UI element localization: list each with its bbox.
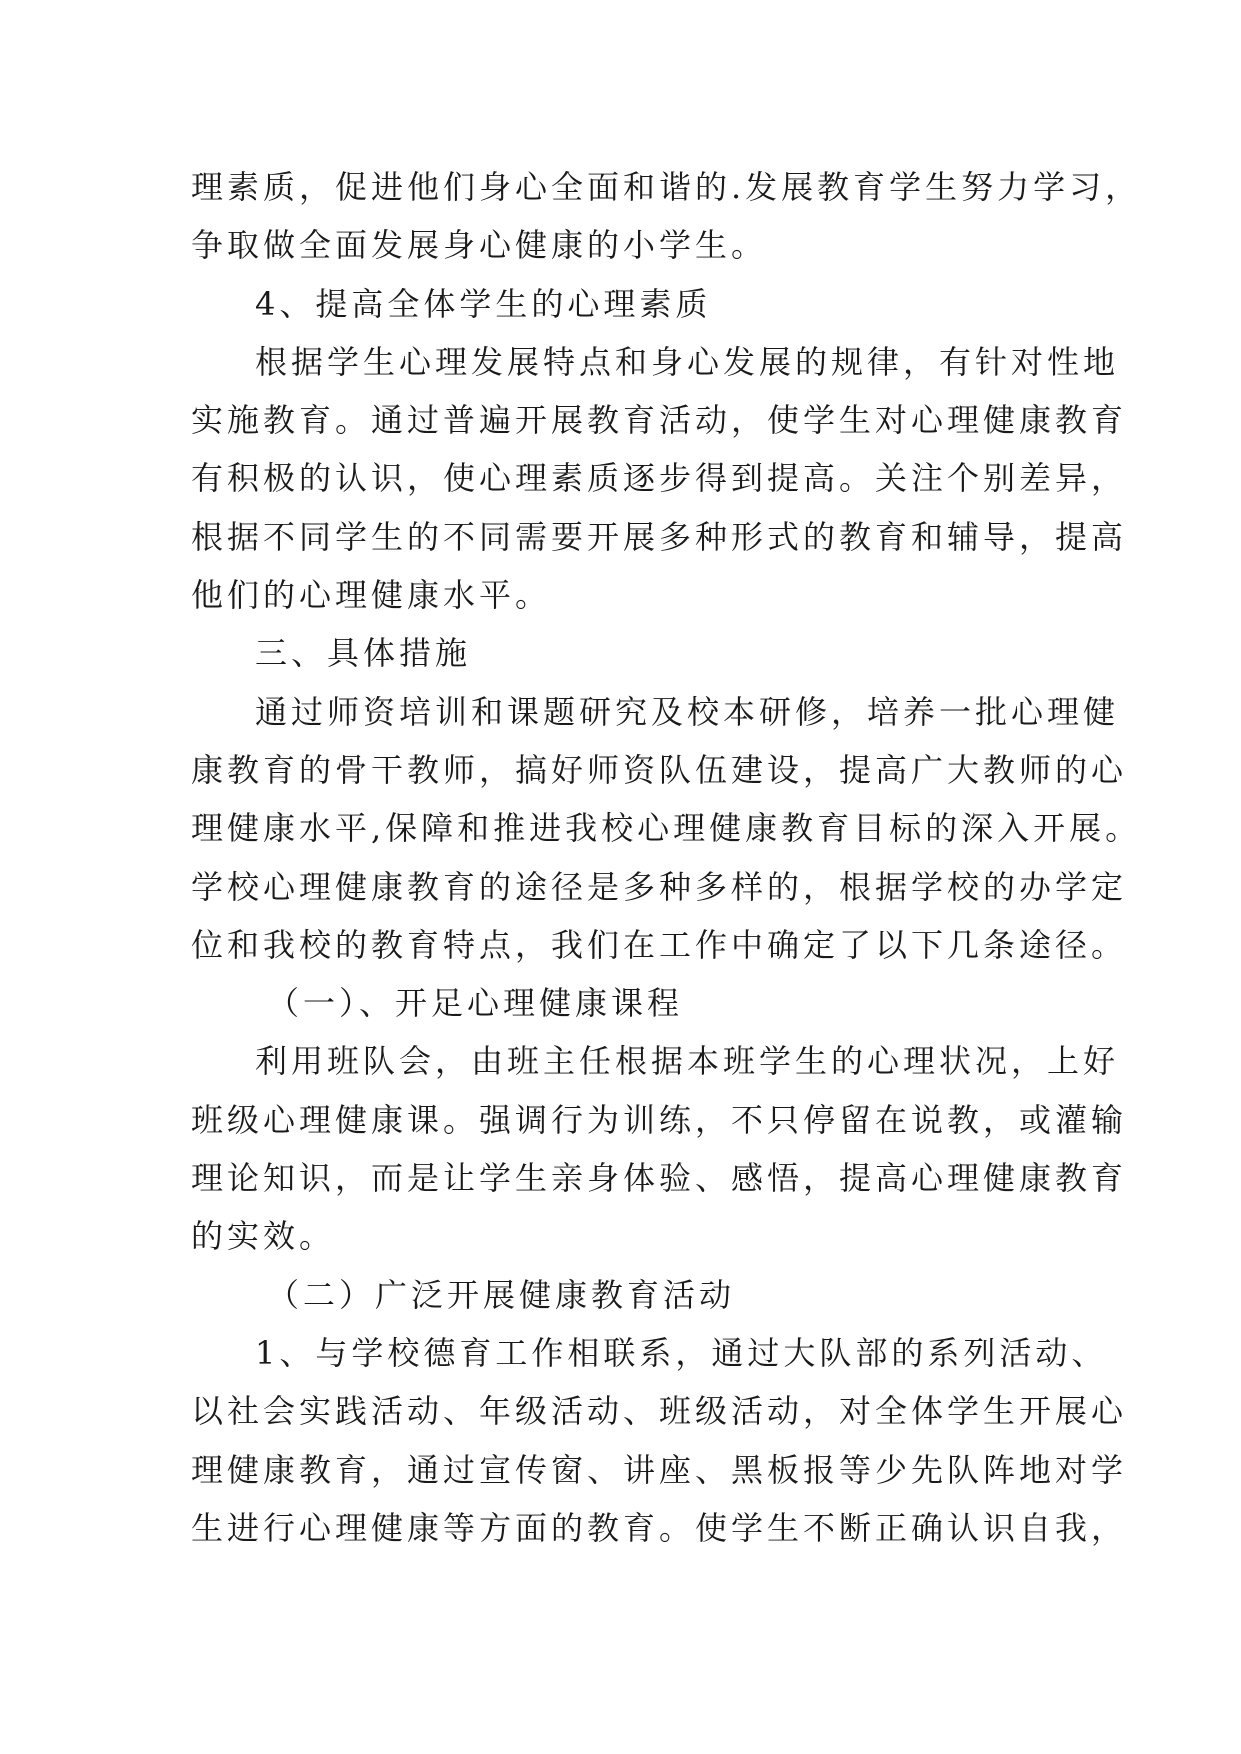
text-line: 通过师资培训和课题研究及校本研修，培养一批心理健	[255, 692, 1120, 731]
section-heading: （一）、开足心理健康课程	[267, 984, 684, 1023]
text-line: 他们的心理健康水平。	[191, 576, 552, 615]
text-line: 康教育的骨干教师，搞好师资队伍建设，提高广大教师的心	[191, 750, 1128, 789]
text-line: 生进行心理健康等方面的教育。使学生不断正确认识自我，	[191, 1508, 1128, 1547]
text-line: 争取做全面发展身心健康的小学生。	[191, 226, 768, 265]
text-line: 班级心理健康课。强调行为训练，不只停留在说教，或灌输	[191, 1100, 1128, 1139]
section-heading: 三、具体措施	[255, 634, 472, 673]
text-line: 实施教育。通过普遍开展教育活动，使学生对心理健康教育	[191, 401, 1128, 440]
text-line: 以社会实践活动、年级活动、班级活动，对全体学生开展心	[191, 1392, 1128, 1431]
section-heading: 4、提高全体学生的心理素质	[255, 284, 712, 323]
text-line: 学校心理健康教育的途径是多种多样的，根据学校的办学定	[191, 867, 1128, 906]
text-line: 理健康教育，通过宣传窗、讲座、黑板报等少先队阵地对学	[191, 1450, 1128, 1489]
text-line: 根据不同学生的不同需要开展多种形式的教育和辅导，提高	[191, 517, 1128, 556]
text-line: 理论知识，而是让学生亲身体验、感悟，提高心理健康教育	[191, 1159, 1128, 1198]
text-line: 理素质，促进他们身心全面和谐的.发展教育学生努力学习，	[191, 168, 1142, 206]
text-line: 位和我校的教育特点，我们在工作中确定了以下几条途径。	[191, 925, 1128, 964]
text-line: 利用班队会，由班主任根据本班学生的心理状况，上好	[255, 1042, 1120, 1081]
document-body	[191, 158, 1142, 1557]
section-heading: （二）广泛开展健康教育活动	[267, 1275, 736, 1314]
text-line: 理健康水平,保障和推进我校心理健康教育目标的深入开展。	[191, 809, 1142, 848]
text-line: 的实效。	[191, 1217, 336, 1256]
text-line: 有积极的认识，使心理素质逐步得到提高。关注个别差异，	[191, 459, 1128, 498]
text-line: 1、与学校德育工作相联系，通过大队部的系列活动、	[255, 1333, 1108, 1372]
text-line: 根据学生心理发展特点和身心发展的规律，有针对性地	[255, 342, 1120, 381]
